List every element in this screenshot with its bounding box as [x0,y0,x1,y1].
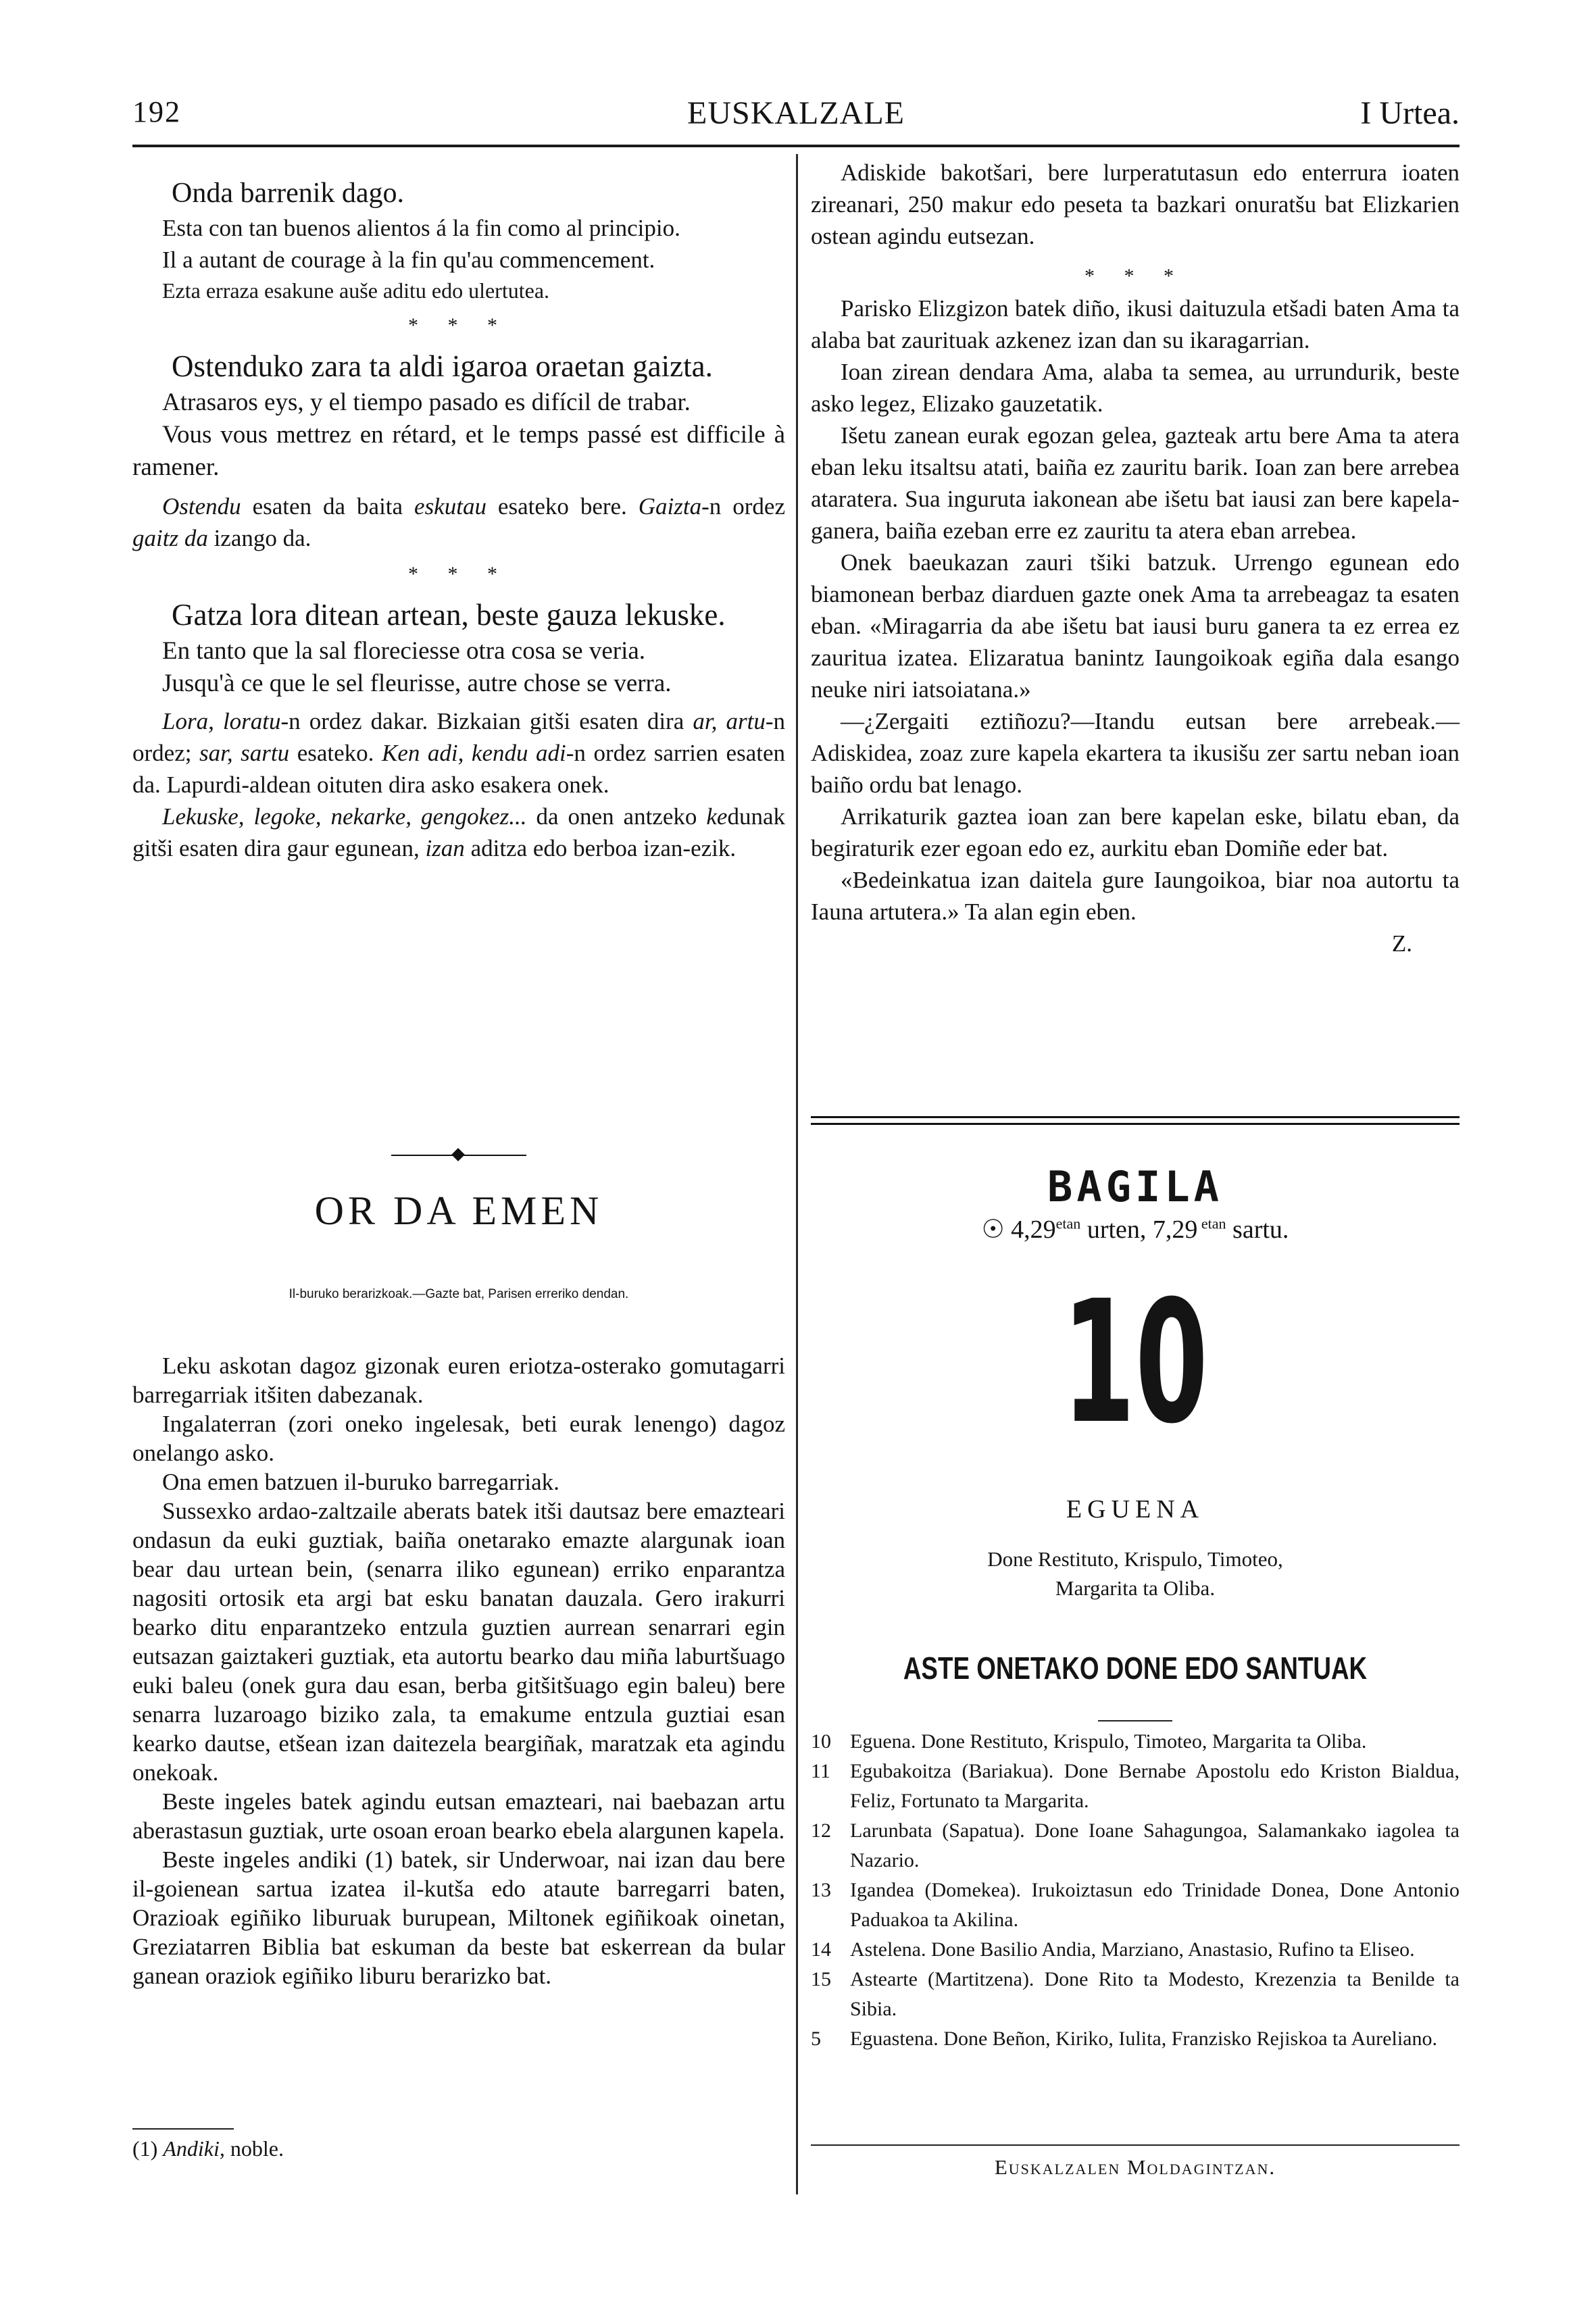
week-saints-list [811,1727,1460,2054]
section-separator: * * * [408,563,509,585]
page-number: 192 [132,95,181,128]
story-paragraph: Išetu zanean eurak egozan gelea, gazteak artu bere Ama ta atera eban leku itsaltsu atati, baiña ez zauritu barik. Ioan zan bere arrebea ataratera. Sua inguruta iakonean abe išetu bat iausi zan bere kapela-ganera, baiña ezeban erre ez zauritu ta atera eban arrebea. [811,422,1460,544]
proverb-spanish: En tanto que la sal floreciesse otra cosa se veria. [162,637,646,665]
footnote-rule [132,2128,234,2130]
proverb-basque: Onda barrenik dago. [172,178,405,209]
sun-times: ☉ $4,29^{etan}$ urten, 7,29 $^{etan}$ sartu. [981,1215,1289,1244]
proverb-note: Ezta erraza esakune auše aditu edo ulertutea. [162,278,550,303]
double-rule [811,1123,1460,1125]
story-paragraph: Adiskide bakotšari, bere lurperatutasun edo enterrura ioaten zireanari, 250 makur edo peseta ta bazkari onuratšu bat Elizkarien ostean agindu eutsezan. [811,159,1460,249]
article-paragraph: Leku askotan dagoz gizonak euren eriotza-osterako gomutagarri barregarriak itšiten dabezanak. [132,1353,785,1408]
section-separator: * * * [408,314,509,336]
sun-icon: ☉ [981,1215,1005,1244]
list-item: 11 Egubakoitza (Bariakua). Done Bernabe Apostolu edo Kriston Bialdua, Feliz, Fortunato ta Margarita. [811,1760,1460,1812]
proverb-note: Ostendu esaten da baita eskutau esateko bere. Gaizta-n ordez gaitz da izango da. [132,493,785,551]
section-separator: * * * [1084,265,1186,287]
list-item: 10 Eguena. Done Restituto, Krispulo, Timoteo, Margarita ta Oliba. [811,1730,1367,1753]
article-paragraph: Sussexko ardao-zaltzaile aberats batek itši dautsaz bere emazteari ondasun da euki guztiak, baiña onetarako emazte alargunak ioan bear dau urtean bein, (senarra iliko egunean) erriko enparantza nagositi ortosik eta argi bat esku banatan dauzala. Gero irakurri bearko ditu enparantzeko entzula guztien aurrean senarrari egin eutsazan gaiztakeri guztiak, eta autortu bearko dau miña laburtšuago euki baleu (onek gura dau esan, berba gitšitšuago egin baleu) bere senarra luzaroago biziko zala, ta emakume entzula guztiai esan kearko dautse, etšean izan daitezela beargiñak, maratzak eta agindu onekoak. [132,1498,785,1786]
proverb-french: Il a autant de courage à la fin qu'au commencement. [162,247,655,273]
story-paragraph: Parisko Elizgizon batek diño, ikusi daituzula etšadi baten Ama ta alaba bat zaurituak azkenez izan dan su ikaragarrian. [811,295,1460,353]
list-item: 15 Astearte (Martitzena). Done Rito ta Modesto, Krezenzia ta Benilde ta Sibia. [811,1968,1460,2020]
list-item: 5 Eguastena. Done Beñon, Kiriko, Iulita, Franzisko Rejiskoa ta Aureliano. [811,2028,1437,2050]
proverb-note: Lekuske, legoke, nekarke, gengokez... da onen antzeko kedunak gitši esaten dira gaur egunean, izan aditza edo berboa izan-ezik. [132,803,785,861]
printer-imprint: Euskalzalen Moldagintzan. [994,2155,1276,2179]
story-column [811,157,1460,959]
or-da-emen-section [132,1149,785,1302]
article-paragraph: Beste ingeles batek agindu eutsan emazteari, nai baebazan artu aberastasun guztiak, urte osoan eroan bearko ebela alargunen kapela. [132,1788,785,1844]
column-divider [796,154,798,2194]
header-rule [132,145,1460,147]
proverb-basque: Gatza lora ditean artean, beste gauza lekuske. [172,598,726,632]
story-paragraph: Ioan zirean dendara Ama, alaba ta semea, au urrundurik, beste asko legez, Elizako gauzetatik. [811,359,1460,417]
diamond-icon [451,1148,465,1161]
article-paragraph: Ona emen batzuen il-buruko barregarriak. [162,1469,559,1495]
ornament-rule [391,1149,526,1162]
proverb-basque: Ostenduko zara ta aldi igaroa oraetan gaizta. [172,349,713,383]
proverbs-column [132,169,785,864]
author-signature: Z. [1391,930,1412,957]
footnote: (1) Andiki, noble. [132,2136,284,2161]
list-item: 12 Larunbata (Sapatua). Done Ioane Sahagungoa, Salamankako iagolea ta Nazario. [811,1819,1460,1871]
proverb-spanish: Atrasaros eys, y el tiempo pasado es difícil de trabar. [162,388,691,416]
list-item: 13 Igandea (Domekea). Irukoiztasun edo Trinidade Donea, Done Antonio Paduakoa ta Akilina. [811,1879,1460,1931]
story-paragraph: Arrikaturik gaztea ioan zan bere kapelan eske, bilatu eban, da begiraturik ezer egoan edo ez, aurkitu eban Domiñe eder bat. [811,803,1460,861]
list-item: 14 Astelena. Done Basilio Andia, Marziano, Anastasio, Rufino ta Eliseo. [811,1938,1415,1961]
proverb-spanish: Esta con tan buenos alientos á la fin como al principio. [162,215,680,241]
calendar-weekday: EGUENA [1066,1495,1205,1524]
proverb-note: Lora, loratu-n ordez dakar. Bizkaian gitši esaten dira ar, artu-n ordez; sar, sartu esateko. Ken adi, kendu adi-n ordez sarrien esaten da. Lapurdi-aldean oituten dira asko esakera onek. [132,708,785,798]
page-header [132,95,1460,142]
article-body [132,1351,785,1990]
proverb-french: Vous vous mettrez en rétard, et le temps passé est difficile à ramener. [132,421,785,481]
bottom-rule [811,2144,1460,2146]
section-title: OR DA EMEN [314,1188,603,1233]
section-caption: Il-buruko berarizkoak.—Gazte bat, Parisen erreriko dendan. [289,1287,629,1301]
volume-year: I Urtea. [1360,95,1460,131]
story-paragraph: «Bedeinkatua izan daitela gure Iaungoikoa, biar noa autortu ta Iauna artutera.» Ta alan egin eben. [811,867,1460,925]
calendar-month: BAGILA [1047,1162,1223,1211]
short-rule [1098,1720,1172,1721]
week-saints-heading: ASTE ONETAKO DONE EDO SANTUAK [903,1651,1368,1686]
article-paragraph: Beste ingeles andiki (1) batek, sir Underwoar, nai izan dau bere il-goienean sartua izatea il-kutša edo ataute barregarri baten, Orazioak egiñiko liburuak burupean, Miltonek egiñikoak oinetan, Greziatarren Biblia bat eskuman da beste bat eskerrean da bular ganean oraziok egiñiko liburu berarizko bat. [132,1846,785,1989]
article-paragraph: Ingalaterran (zori oneko ingelesak, beti eurak lenengo) dagoz onelango asko. [132,1411,785,1466]
journal-title: EUSKALZALE [687,95,905,131]
story-paragraph: Onek baeukazan zauri tšiki batzuk. Urrengo egunean edo biamonean berbaz diarduen gazte onek Ama ta arrebeagaz ta esaten eban. «Miragarria da abe išetu bat iausi buru ganera ta ez errea ez zauritua izatea. Elizaratua banintz Iaungoikoak egiña dala esango neuke niri iatsoiatana.» [811,549,1460,703]
story-paragraph: —¿Zergaiti eztiñozu?—Itandu eutsan bere arrebeak.—Adiskidea, zoaz zure kapela ekartera ta ikusišu zer sartu neban ioan baiño ordu bat lenago. [811,708,1460,798]
calendar-saints: Done Restituto, Krispulo, Timoteo, Margarita ta Oliba. [987,1547,1283,1600]
calendar-block [811,1149,1460,1721]
double-rule [811,1116,1460,1118]
proverb-french: Jusqu'à ce que le sel fleurisse, autre chose se verra. [162,670,672,697]
calendar-day-number: 10 [1062,1264,1208,1461]
